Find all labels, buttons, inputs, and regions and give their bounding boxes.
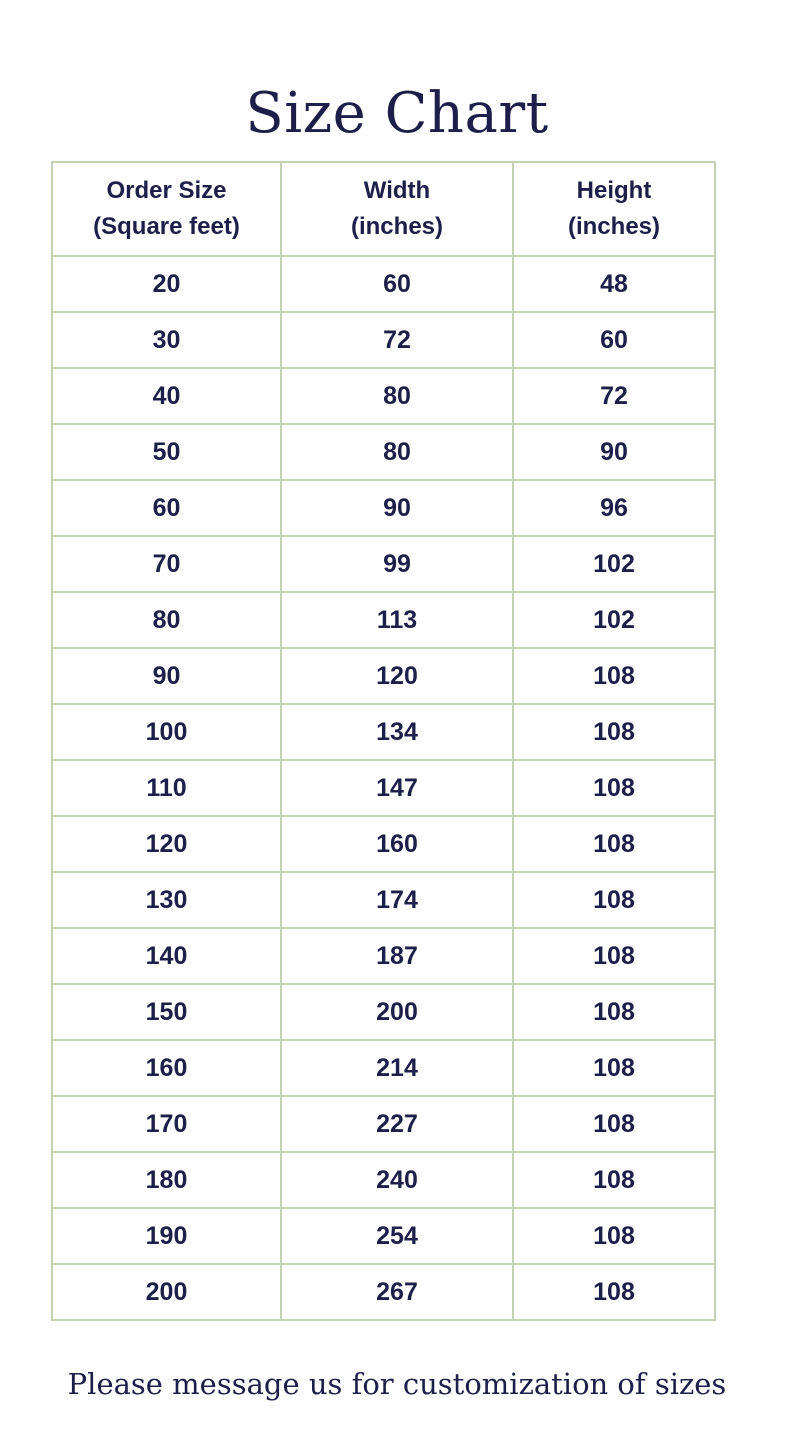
- header-height-unit: (inches): [567, 213, 660, 240]
- height-cell: 48: [513, 256, 715, 312]
- order-size-cell: 140: [52, 928, 281, 984]
- width-cell: 240: [281, 1152, 513, 1208]
- width-cell: 90: [281, 480, 513, 536]
- header-width-unit: (inches): [350, 213, 443, 240]
- table-header: [52, 162, 715, 256]
- page-title: Size Chart: [245, 80, 549, 146]
- width-cell: 120: [281, 648, 513, 704]
- table-row: [52, 928, 715, 984]
- height-cell: 96: [513, 480, 715, 536]
- table-row: [52, 816, 715, 872]
- order-size-cell: 100: [52, 704, 281, 760]
- height-cell: 108: [513, 1040, 715, 1096]
- height-cell: 108: [513, 1152, 715, 1208]
- table-row: [52, 368, 715, 424]
- order-size-cell: 80: [52, 592, 281, 648]
- table-row: [52, 1208, 715, 1264]
- height-cell: 108: [513, 648, 715, 704]
- width-cell: 227: [281, 1096, 513, 1152]
- header-height: [513, 162, 715, 256]
- order-size-cell: 20: [52, 256, 281, 312]
- order-size-cell: 90: [52, 648, 281, 704]
- table-row: [52, 648, 715, 704]
- width-cell: 174: [281, 872, 513, 928]
- order-size-cell: 50: [52, 424, 281, 480]
- height-cell: 102: [513, 592, 715, 648]
- width-cell: 160: [281, 816, 513, 872]
- height-cell: 108: [513, 816, 715, 872]
- table-body: [52, 256, 715, 1320]
- height-cell: 108: [513, 1208, 715, 1264]
- table-row: [52, 1096, 715, 1152]
- table-row: [52, 536, 715, 592]
- header-order-size-unit: (Square feet): [93, 213, 240, 240]
- height-cell: 102: [513, 536, 715, 592]
- height-cell: 108: [513, 872, 715, 928]
- table-row: [52, 312, 715, 368]
- header-row: [52, 162, 715, 256]
- order-size-cell: 70: [52, 536, 281, 592]
- order-size-cell: 40: [52, 368, 281, 424]
- height-cell: 108: [513, 704, 715, 760]
- header-width: [281, 162, 513, 256]
- table-row: [52, 984, 715, 1040]
- width-cell: 60: [281, 256, 513, 312]
- width-cell: 80: [281, 368, 513, 424]
- table-row: [52, 760, 715, 816]
- height-cell: 108: [513, 984, 715, 1040]
- height-cell: 108: [513, 760, 715, 816]
- table-row: [52, 1264, 715, 1320]
- width-cell: 200: [281, 984, 513, 1040]
- order-size-cell: 30: [52, 312, 281, 368]
- width-cell: 147: [281, 760, 513, 816]
- height-cell: 60: [513, 312, 715, 368]
- width-cell: 254: [281, 1208, 513, 1264]
- order-size-cell: 120: [52, 816, 281, 872]
- footer-note: Please message us for customization of sizes: [67, 1367, 727, 1401]
- table-row: [52, 480, 715, 536]
- header-order-size: [52, 162, 281, 256]
- width-cell: 187: [281, 928, 513, 984]
- header-width-label: Width: [363, 177, 431, 204]
- size-chart-table: [51, 161, 716, 1321]
- table-row: [52, 1040, 715, 1096]
- order-size-cell: 170: [52, 1096, 281, 1152]
- table-row: [52, 704, 715, 760]
- order-size-cell: 160: [52, 1040, 281, 1096]
- width-cell: 80: [281, 424, 513, 480]
- order-size-cell: 110: [52, 760, 281, 816]
- order-size-cell: 180: [52, 1152, 281, 1208]
- width-cell: 99: [281, 536, 513, 592]
- order-size-cell: 60: [52, 480, 281, 536]
- width-cell: 267: [281, 1264, 513, 1320]
- height-cell: 108: [513, 1264, 715, 1320]
- table-row: [52, 592, 715, 648]
- height-cell: 108: [513, 1096, 715, 1152]
- width-cell: 134: [281, 704, 513, 760]
- header-order-size-label: Order Size: [106, 177, 227, 204]
- table-row: [52, 872, 715, 928]
- header-height-label: Height: [576, 177, 652, 204]
- order-size-cell: 200: [52, 1264, 281, 1320]
- width-cell: 214: [281, 1040, 513, 1096]
- table-row: [52, 1152, 715, 1208]
- height-cell: 90: [513, 424, 715, 480]
- order-size-cell: 190: [52, 1208, 281, 1264]
- height-cell: 108: [513, 928, 715, 984]
- width-cell: 113: [281, 592, 513, 648]
- width-cell: 72: [281, 312, 513, 368]
- table-row: [52, 424, 715, 480]
- order-size-cell: 150: [52, 984, 281, 1040]
- order-size-cell: 130: [52, 872, 281, 928]
- table-row: [52, 256, 715, 312]
- height-cell: 72: [513, 368, 715, 424]
